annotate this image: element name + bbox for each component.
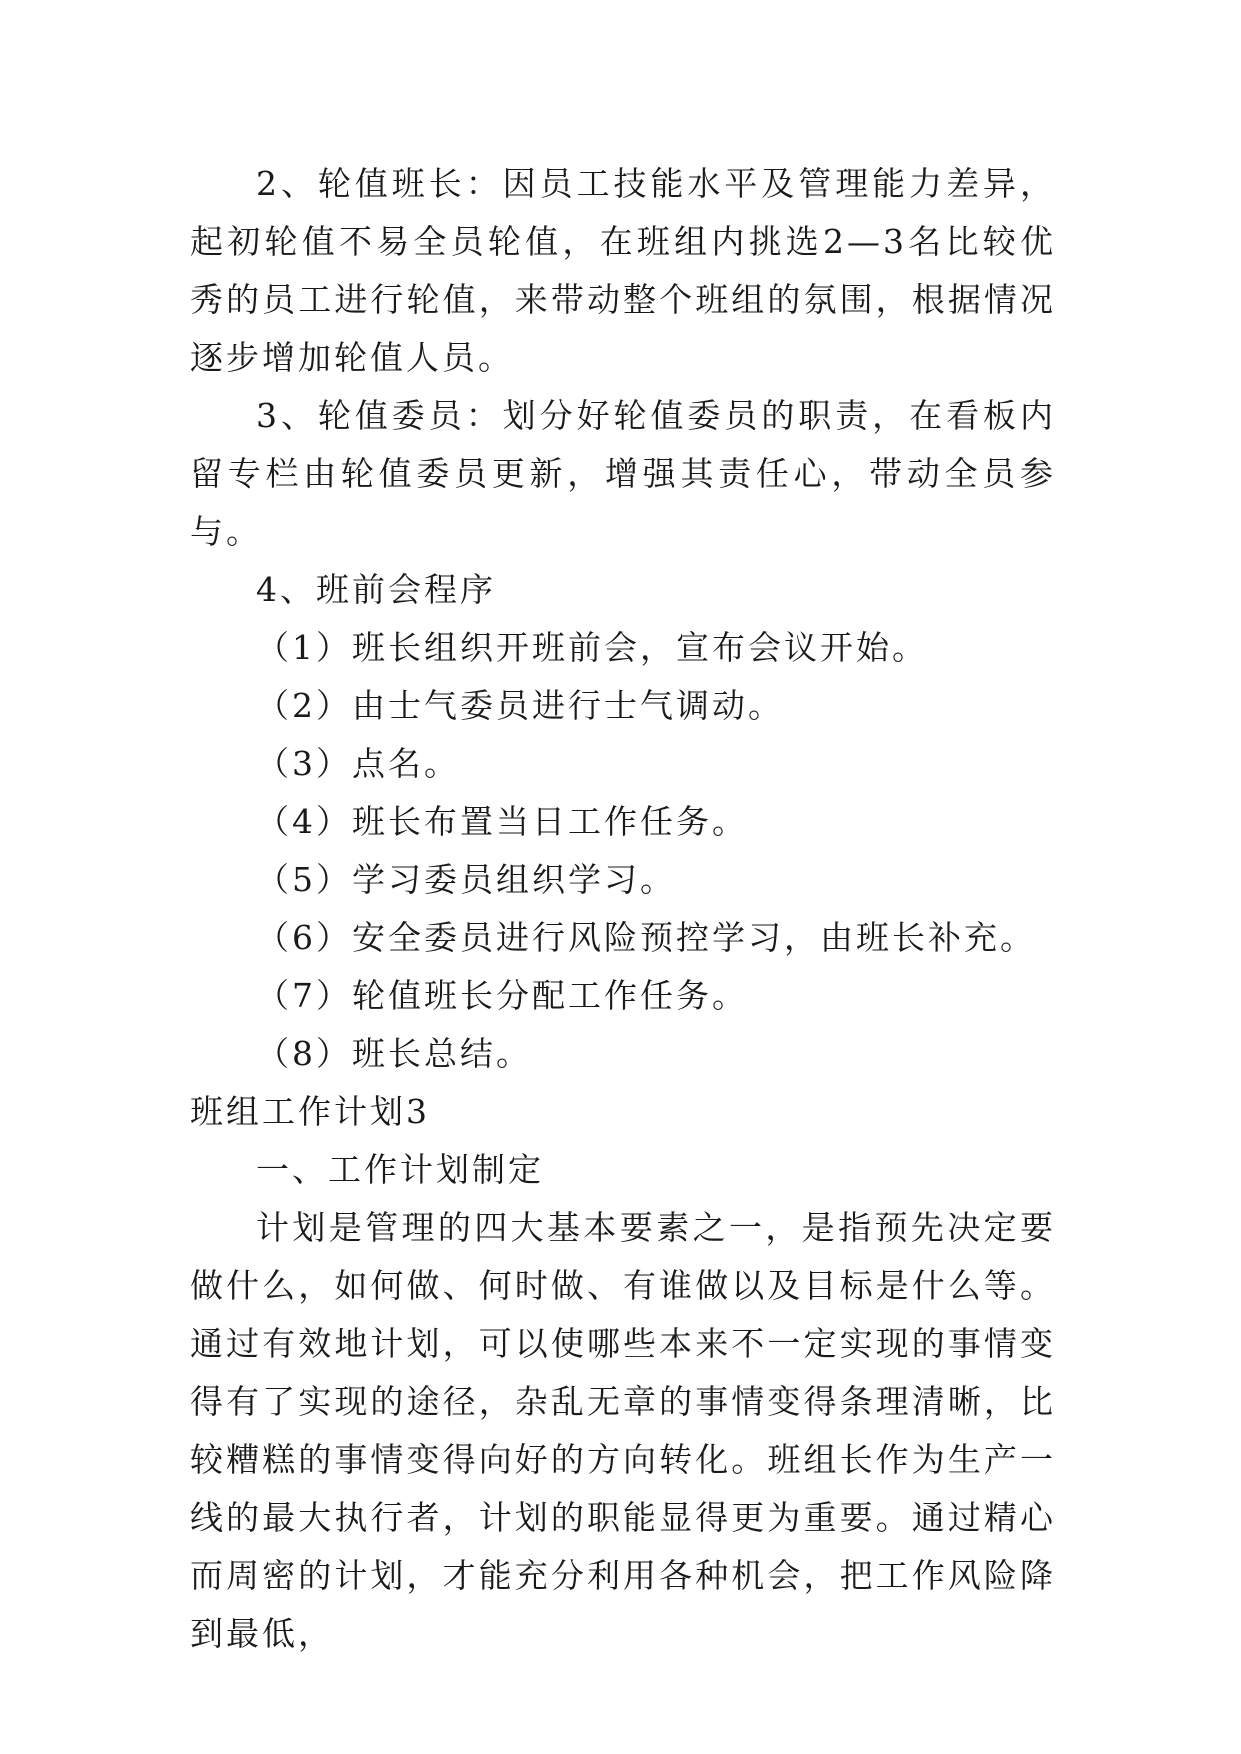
list-item: （7）轮值班长分配工作任务。 xyxy=(256,976,748,1015)
paragraph-rotating-team-leader: 2、轮值班长：因员工技能水平及管理能力差异，起初轮值不易全员轮值，在班组内挑选2—3名比较优秀的员工进行轮值，来带动整个班组的氛围，根据情况逐步增加轮值人员。 xyxy=(190,164,1056,377)
list-item: （5）学习委员组织学习。 xyxy=(256,860,676,899)
list-item: （8）班长总结。 xyxy=(256,1034,532,1073)
list-item: （4）班长布置当日工作任务。 xyxy=(256,802,748,841)
paragraph-rotating-committee: 3、轮值委员：划分好轮值委员的职责，在看板内留专栏由轮值委员更新，增强其责任心，带动全员参与。 xyxy=(190,396,1056,551)
document-page xyxy=(190,155,1056,1663)
paragraph-pre-shift-procedure: 4、班前会程序 xyxy=(256,570,496,609)
section-heading: 班组工作计划3 xyxy=(190,1092,430,1131)
list-item: （2）由士气委员进行士气调动。 xyxy=(256,686,784,725)
list-item: （3）点名。 xyxy=(256,744,460,783)
paragraph-planning-body: 计划是管理的四大基本要素之一，是指预先决定要做什么，如何做、何时做、有谁做以及目标是什么等。通过有效地计划，可以使哪些本来不一定实现的事情变得有了实现的途径，杂乱无章的事情变得条理清晰，比较糟糕的事情变得向好的方向转化。班组长作为生产一线的最大执行者，计划的职能显得更为重要。通过精心而周密的计划，才能充分利用各种机会，把工作风险降到最低， xyxy=(190,1208,1056,1653)
list-item: （1）班长组织开班前会，宣布会议开始。 xyxy=(256,628,928,667)
subsection-heading: 一、工作计划制定 xyxy=(256,1150,544,1189)
list-item: （6）安全委员进行风险预控学习，由班长补充。 xyxy=(256,918,1036,957)
